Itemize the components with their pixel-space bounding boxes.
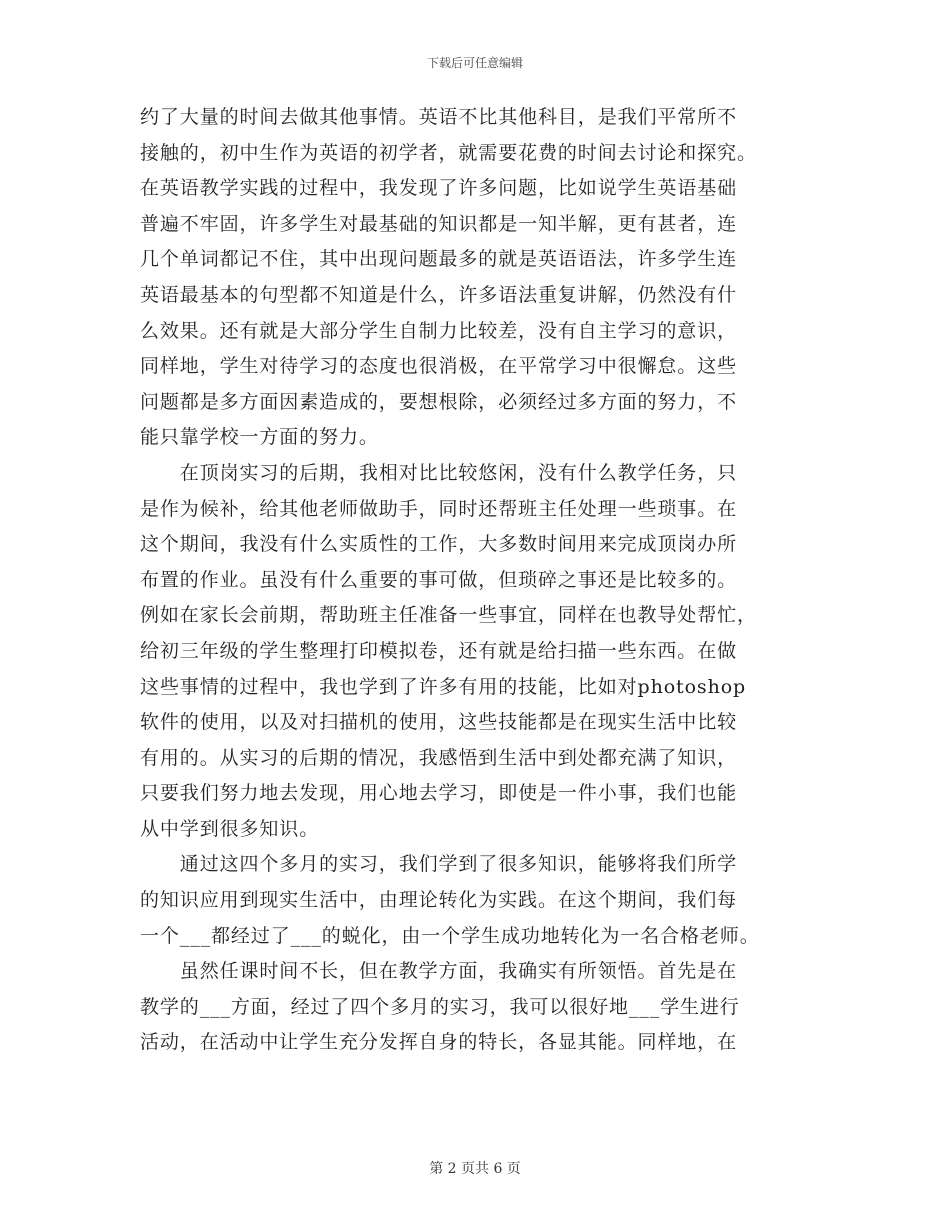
text-line: 虽然任课时间不长，但在教学方面，我确实有所领悟。首先是在 xyxy=(140,960,738,983)
text-line: 这些事情的过程中，我也学到了许多有用的技能，比如对photoshop xyxy=(140,675,747,698)
text-line: 问题都是多方面因素造成的，要想根除，必须经过多方面的努力，不 xyxy=(140,390,738,413)
text-line: 约了大量的时间去做其他事情。英语不比其他科目，是我们平常所不 xyxy=(140,106,738,128)
text-line: 的知识应用到现实生活中，由理论转化为实践。在这个期间，我们每 xyxy=(140,889,738,912)
text-line: 能只靠学校一方面的努力。 xyxy=(140,426,379,449)
text-line: 从中学到很多知识。 xyxy=(140,817,320,840)
text-line: 这个期间，我没有什么实质性的工作，大多数时间用来完成顶岗办所 xyxy=(140,533,738,556)
text-line: 普遍不牢固，许多学生对最基础的知识都是一知半解，更有甚者，连 xyxy=(140,212,738,235)
page-header: 下载后可任意编辑 xyxy=(426,56,523,70)
text-line: 在英语教学实践的过程中，我发现了许多问题，比如说学生英语基础 xyxy=(140,177,738,200)
text-line: 接触的，初中生作为英语的初学者，就需要花费的时间去讨论和探究。 xyxy=(140,141,757,164)
text-line: 布置的作业。虽没有什么重要的事可做，但琐碎之事还是比较多的。 xyxy=(140,568,738,591)
text-line: 软件的使用，以及对扫描机的使用，这些技能都是在现实生活中比较 xyxy=(140,711,738,734)
text-line: 活动，在活动中让学生充分发挥自身的特长，各显其能。同样地，在 xyxy=(140,1031,738,1054)
text-line: 同样地，学生对待学习的态度也很消极，在平常学习中很懈怠。这些 xyxy=(140,355,738,378)
document-body xyxy=(140,100,810,1061)
text-line: 几个单词都记不住，其中出现问题最多的就是英语语法，许多学生连 xyxy=(140,248,738,271)
text-line: 教学的___方面，经过了四个多月的实习，我可以很好地___学生进行 xyxy=(140,995,740,1018)
text-line: 在顶岗实习的后期，我相对比比较悠闲，没有什么教学任务，只 xyxy=(140,461,738,484)
text-line: 例如在家长会前期，帮助班主任准备一些事宜，同样在也教导处帮忙， xyxy=(140,604,757,627)
text-line: 只要我们努力地去发现，用心地去学习，即使是一件小事，我们也能 xyxy=(140,782,738,805)
text-line: 英语最基本的句型都不知道是什么，许多语法重复讲解，仍然没有什 xyxy=(140,283,738,306)
page-footer: 第 2 页共 6 页 xyxy=(429,1161,521,1177)
text-line: 给初三年级的学生整理打印模拟卷，还有就是给扫描一些东西。在做 xyxy=(140,639,738,662)
text-line: 么效果。还有就是大部分学生自制力比较差，没有自主学习的意识， xyxy=(140,319,738,342)
text-line: 是作为候补，给其他老师做助手，同时还帮班主任处理一些琐事。在 xyxy=(140,497,738,520)
text-line: 一个___都经过了___的蜕化，由一个学生成功地转化为一名合格老师。 xyxy=(140,924,760,947)
text-line: 有用的。从实习的后期的情况，我感悟到生活中到处都充满了知识， xyxy=(140,746,738,769)
text-line: 通过这四个多月的实习，我们学到了很多知识，能够将我们所学 xyxy=(140,853,738,876)
